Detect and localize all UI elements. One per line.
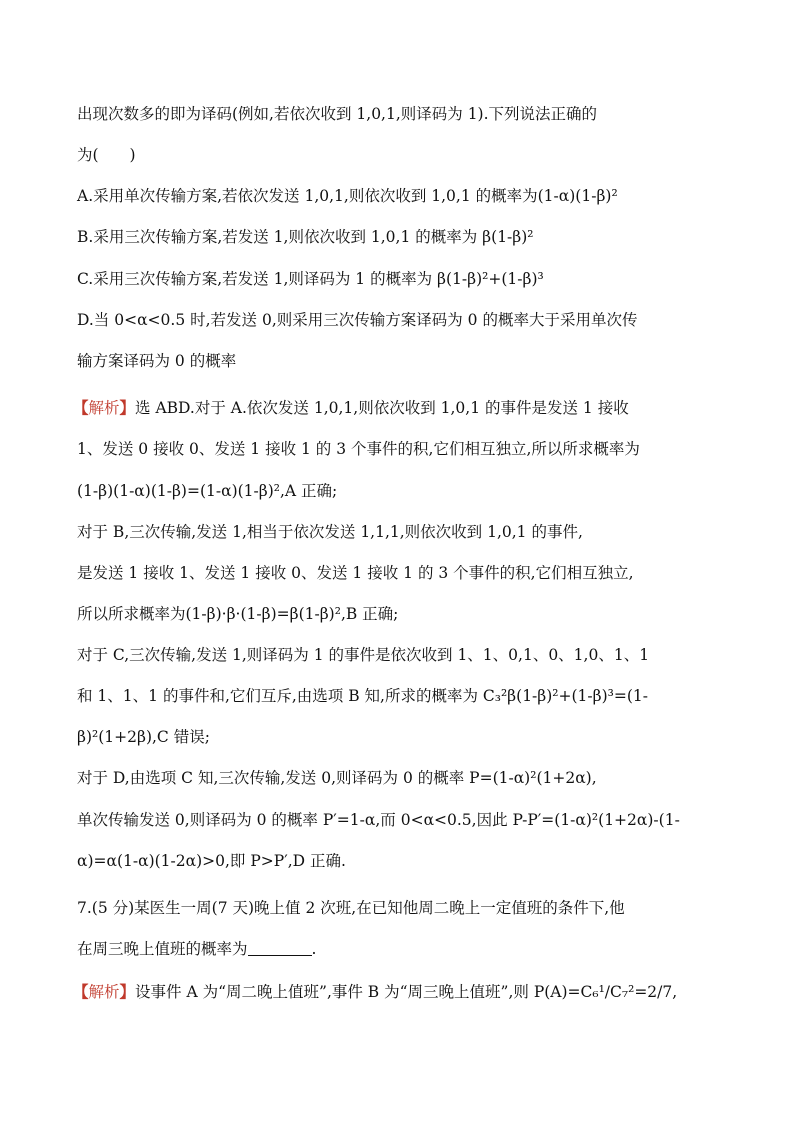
question-7: 7.(5 分)某医生一周(7 天)晚上值 2 次班,在已知他周二晚上一定值班的条件下,他: [77, 899, 625, 917]
text-line: 和 1、1、1 的事件和,它们互斥,由选项 B 知,所求的概率为 C₃²β(1-β)²+(1-β)³=(1-: [77, 687, 648, 705]
text-line: 为( ): [77, 146, 136, 164]
text-line: 对于 C,三次传输,发送 1,则译码为 1 的事件是依次收到 1、1、0,1、0、1,0、1、1: [77, 646, 650, 664]
text-line: α)=α(1-α)(1-2α)>0,即 P>P′,D 正确.: [77, 852, 346, 870]
text-line: 是发送 1 接收 1、发送 1 接收 0、发送 1 接收 1 的 3 个事件的积,它们相互独立,: [77, 564, 634, 582]
analysis-label: 解析: [88, 399, 120, 417]
text-line: 对于 D,由选项 C 知,三次传输,发送 0,则译码为 0 的概率 P=(1-α)²(1+2α),: [77, 769, 597, 787]
analysis-text: 设事件 A 为“周二晚上值班”,事件 B 为“周三晚上值班”,则 P(A)=C₆¹/C₇²=2/7,: [135, 983, 678, 1001]
analysis-line-7: [73, 980, 677, 1004]
text-line: (1-β)(1-α)(1-β)=(1-α)(1-β)²,A 正确;: [77, 482, 338, 500]
text-line: 出现次数多的即为译码(例如,若依次收到 1,0,1,则译码为 1).下列说法正确的: [77, 105, 598, 123]
analysis-bracket-close: 】: [119, 982, 136, 1001]
analysis-bracket-close: 】: [119, 398, 136, 417]
answer-blank: [248, 941, 312, 956]
analysis-line: [73, 396, 629, 420]
text-line: 对于 B,三次传输,发送 1,相当于依次发送 1,1,1,则依次收到 1,0,1 的事件,: [77, 523, 583, 541]
option-b: B.采用三次传输方案,若发送 1,则依次收到 1,0,1 的概率为 β(1-β)²: [77, 228, 534, 246]
analysis-text: 选 ABD.对于 A.依次发送 1,0,1,则依次收到 1,0,1 的事件是发送 1 接收: [135, 399, 629, 417]
option-d: D.当 0<α<0.5 时,若发送 0,则采用三次传输方案译码为 0 的概率大于采用单次传: [77, 311, 638, 329]
analysis-bracket-open: 【: [73, 398, 89, 417]
analysis-label: 解析: [88, 983, 120, 1001]
text-line: 所以所求概率为(1-β)·β·(1-β)=β(1-β)²,B 正确;: [77, 605, 399, 623]
option-d-cont: 输方案译码为 0 的概率: [77, 352, 237, 370]
question-7-text: 在周三晚上值班的概率为: [77, 940, 248, 958]
text-line: 单次传输发送 0,则译码为 0 的概率 P′=1-α,而 0<α<0.5,因此 P-P′=(1-α)²(1+2α)-(1-: [77, 811, 680, 829]
option-a: A.采用单次传输方案,若依次发送 1,0,1,则依次收到 1,0,1 的概率为(1-α)(1-β)²: [77, 187, 618, 205]
text-line: 1、发送 0 接收 0、发送 1 接收 1 的 3 个事件的积,它们相互独立,所以所求概率为: [77, 440, 640, 458]
option-c: C.采用三次传输方案,若发送 1,则译码为 1 的概率为 β(1-β)²+(1-β)³: [77, 270, 544, 288]
analysis-bracket-open: 【: [73, 982, 89, 1001]
question-7-cont: 在周三晚上值班的概率为 .: [77, 940, 317, 958]
text-line: β)²(1+2β),C 错误;: [77, 728, 210, 746]
